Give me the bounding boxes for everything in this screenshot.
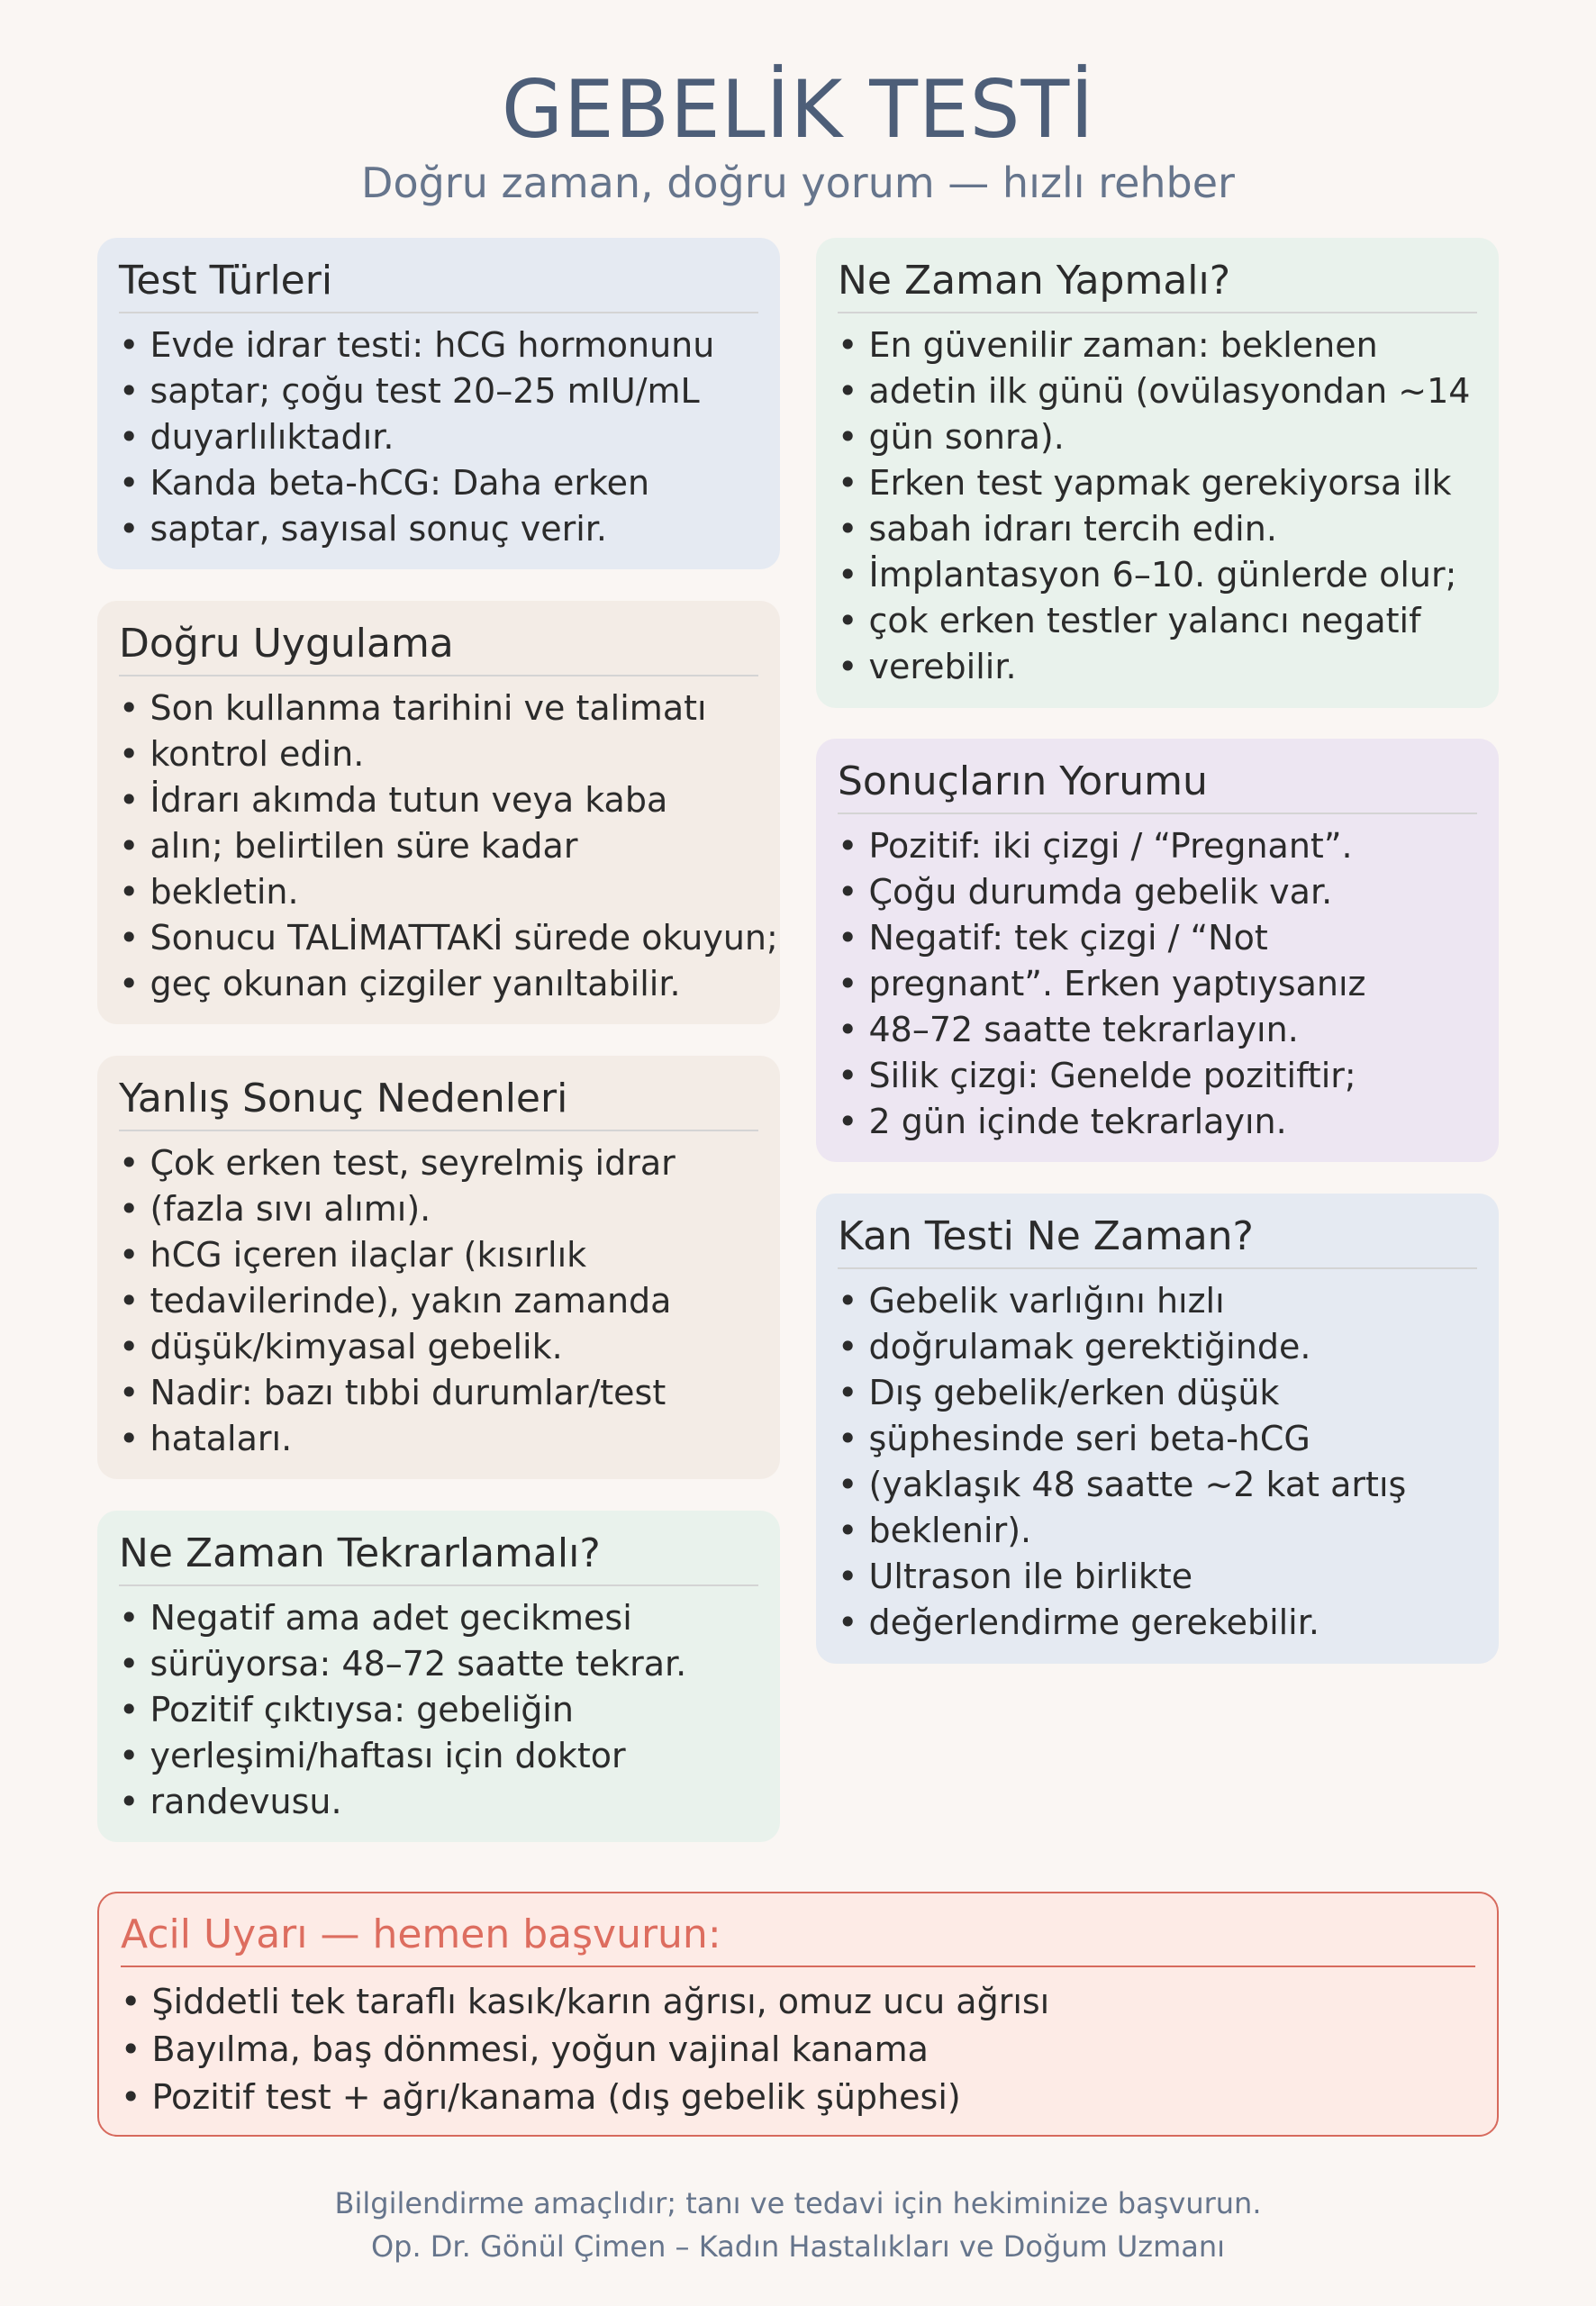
list-item: • (yaklaşık 48 saatte ~2 kat artış: [838, 1462, 1477, 1508]
list-item: • beklenir).: [838, 1508, 1477, 1554]
card-title: Kan Testi Ne Zaman?: [838, 1194, 1477, 1269]
alert-list: [121, 1967, 1475, 2121]
card-list: [119, 313, 758, 552]
card-list: [119, 1586, 758, 1825]
card-list: [838, 313, 1477, 690]
list-item: • saptar; çoğu test 20–25 mIU/mL: [119, 368, 758, 414]
list-item: • Nadir: bazı tıbbi durumlar/test: [119, 1370, 758, 1416]
card-title: Sonuçların Yorumu: [838, 739, 1477, 814]
list-item: • tedavilerinde), yakın zamanda: [119, 1278, 758, 1324]
card-list: [838, 1269, 1477, 1646]
page-title: GEBELİK TESTİ: [501, 63, 1095, 156]
list-item: • geç okunan çizgiler yanıltabilir.: [119, 961, 758, 1007]
list-item: • Pozitif: iki çizgi / “Pregnant”.: [838, 823, 1477, 869]
card-list: [119, 1131, 758, 1462]
card-when-to-test: [816, 238, 1499, 708]
card-title: Ne Zaman Tekrarlamalı?: [119, 1511, 758, 1586]
card-list: [119, 676, 778, 1007]
list-item: • Çok erken test, seyrelmiş idrar: [119, 1140, 758, 1186]
list-item: • sürüyorsa: 48–72 saatte tekrar.: [119, 1641, 758, 1687]
card-blood-test: [816, 1194, 1499, 1664]
list-item: • Negatif: tek çizgi / “Not: [838, 915, 1477, 961]
list-item: • hataları.: [119, 1416, 758, 1462]
list-item: • gün sonra).: [838, 414, 1477, 460]
list-item: • duyarlılıktadır.: [119, 414, 758, 460]
list-item: • verebilir.: [838, 644, 1477, 690]
list-item: • Pozitif çıktıysa: gebeliğin: [119, 1687, 758, 1733]
list-item: • Şiddetli tek taraflı kasık/karın ağrısı, omuz ucu ağrısı: [121, 1978, 1475, 2026]
card-title: Doğru Uygulama: [119, 601, 758, 676]
list-item: • (fazla sıvı alımı).: [119, 1186, 758, 1232]
list-item: • saptar, sayısal sonuç verir.: [119, 506, 758, 552]
list-item: • şüphesinde seri beta-hCG: [838, 1416, 1477, 1462]
list-item: • Ultrason ile birlikte: [838, 1554, 1477, 1600]
card-title: Test Türleri: [119, 238, 758, 313]
list-item: • çok erken testler yalancı negatif: [838, 598, 1477, 644]
list-item: • Negatif ama adet gecikmesi: [119, 1595, 758, 1641]
list-item: • 2 gün içinde tekrarlayın.: [838, 1099, 1477, 1145]
card-false-results: [97, 1056, 780, 1479]
list-item: • Çoğu durumda gebelik var.: [838, 869, 1477, 915]
list-item: • Dış gebelik/erken düşük: [838, 1370, 1477, 1416]
list-item: • Silik çizgi: Genelde pozitiftir;: [838, 1053, 1477, 1099]
list-item: • değerlendirme gerekebilir.: [838, 1600, 1477, 1646]
list-item: • Pozitif test + ağrı/kanama (dış gebelik şüphesi): [121, 2074, 1475, 2121]
list-item: • En güvenilir zaman: beklenen: [838, 322, 1477, 368]
card-interpretation: [816, 739, 1499, 1162]
list-item: • Gebelik varlığını hızlı: [838, 1278, 1477, 1324]
card-test-types: [97, 238, 780, 569]
list-item: • sabah idrarı tercih edin.: [838, 506, 1477, 552]
list-item: • 48–72 saatte tekrarlayın.: [838, 1007, 1477, 1053]
list-item: • pregnant”. Erken yaptıysanız: [838, 961, 1477, 1007]
footer-author: Op. Dr. Gönül Çimen – Kadın Hastalıkları ve Doğum Uzmanı: [370, 2229, 1226, 2264]
list-item: • İdrarı akımda tutun veya kaba: [119, 777, 758, 823]
list-item: • İmplantasyon 6–10. günlerde olur;: [838, 552, 1477, 598]
page-subtitle: Doğru zaman, doğru yorum — hızlı rehber: [361, 159, 1235, 207]
card-title: Ne Zaman Yapmalı?: [838, 238, 1477, 313]
alert-title: Acil Uyarı — hemen başvurun:: [121, 1893, 1475, 1967]
card-when-repeat: [97, 1511, 780, 1842]
list-item: • kontrol edin.: [119, 731, 758, 777]
list-item: • Erken test yapmak gerekiyorsa ilk: [838, 460, 1477, 506]
footer-disclaimer: Bilgilendirme amaçlıdır; tanı ve tedavi için hekiminize başvurun.: [334, 2186, 1262, 2220]
card-title: Yanlış Sonuç Nedenleri: [119, 1056, 758, 1131]
list-item: • hCG içeren ilaçlar (kısırlık: [119, 1232, 758, 1278]
list-item: • randevusu.: [119, 1779, 758, 1825]
list-item: • Son kullanma tarihini ve talimatı: [119, 685, 758, 731]
list-item: • Sonucu TALİMATTAKİ sürede okuyun;: [119, 915, 758, 961]
list-item: • adetin ilk günü (ovülasyondan ~14: [838, 368, 1477, 414]
list-item: • yerleşimi/haftası için doktor: [119, 1733, 758, 1779]
list-item: • Evde idrar testi: hCG hormonunu: [119, 322, 758, 368]
list-item: • Bayılma, baş dönmesi, yoğun vajinal kanama: [121, 2026, 1475, 2074]
list-item: • alın; belirtilen süre kadar: [119, 823, 758, 869]
emergency-alert: [97, 1892, 1499, 2137]
list-item: • doğrulamak gerektiğinde.: [838, 1324, 1477, 1370]
list-item: • bekletin.: [119, 869, 758, 915]
list-item: • düşük/kimyasal gebelik.: [119, 1324, 758, 1370]
card-correct-use: [97, 601, 780, 1024]
list-item: • Kanda beta-hCG: Daha erken: [119, 460, 758, 506]
card-list: [838, 814, 1477, 1145]
